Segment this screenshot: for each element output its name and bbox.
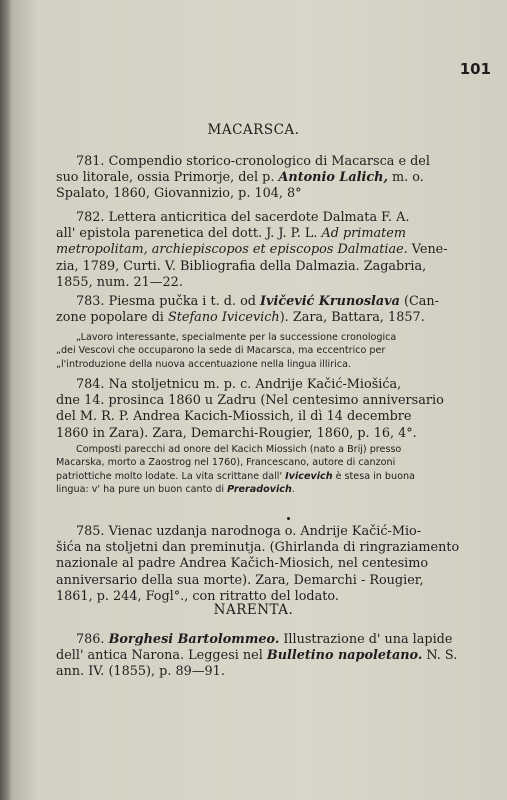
note-text: patriottiche molto lodate. La vita scrittane dall': [56, 470, 286, 482]
entry-text: ann. IV. (1855), p. 89—91.: [56, 664, 225, 680]
entry-text: del M. R. P. Andrea Kacich-Miossich, il dì 14 decembre: [56, 409, 412, 425]
entry-text: 1855, num. 21—22.: [56, 274, 183, 290]
entry-text: Piesma pučka i t. d. od: [108, 294, 261, 309]
entry-784: [56, 377, 493, 442]
entry-number: 782.: [76, 210, 105, 225]
entry-783: [56, 294, 493, 326]
work-title: Ad primatem: [321, 226, 406, 242]
entry-number: 781.: [76, 154, 105, 169]
entry-text: Vene-: [407, 242, 448, 258]
entry-text: m. o.: [387, 170, 424, 186]
entry-text: N. S.: [422, 648, 458, 664]
entry-number: 783.: [76, 294, 105, 309]
entry-781: [56, 154, 493, 203]
author-name: Ivicevich: [285, 470, 333, 482]
note-text: „dei Vescovi che occuparono la sede di Macarsca, ma eccentrico per: [56, 345, 386, 357]
entry-text: (Can-: [399, 294, 439, 309]
note-text: lingua: v' ha pure un buon canto di: [56, 484, 228, 496]
entry-text: anniversario della sua morte). Zara, Demarchi - Rougier,: [56, 572, 424, 588]
entry-number: 786.: [76, 632, 105, 647]
entry-text: dell' antica Narona. Leggesi nel: [56, 648, 267, 664]
author-name: Borghesi Bartolommeo.: [108, 632, 280, 647]
entry-text: dne 14. prosinca 1860 u Zadru (Nel centesimo anniversario: [56, 393, 444, 409]
entry-text: zia, 1789, Curti. V. Bibliografia della Dalmazia. Zagabria,: [56, 258, 427, 274]
note-784: [56, 443, 493, 497]
entry-text: Lettera anticritica del sacerdote Dalmata F. A.: [108, 210, 410, 225]
entry-number: 785.: [76, 524, 105, 539]
note-text: è stesa in buona: [332, 470, 415, 482]
entry-text: nazionale al padre Andrea Kačich-Miosich, nel centesimo: [56, 556, 429, 572]
author-name: Preradovich: [227, 484, 292, 496]
print-speck: [287, 517, 290, 520]
entry-785: [56, 524, 493, 605]
section-heading-narenta: NARENTA.: [213, 602, 294, 618]
entry-text: zone popolare di: [56, 310, 168, 326]
entry-text: Vienac uzdanja narodnoga o. Andrije Kačić-Mio-: [108, 524, 422, 539]
entry-text: šića na stoljetni dan preminutja. (Ghirlanda di ringraziamento: [56, 540, 460, 556]
note-text: „Lavoro interessante, specialmente per la successione cronologica: [76, 332, 397, 343]
entry-786: [56, 632, 493, 681]
page-number: 101: [459, 60, 491, 78]
page-gutter-shadow: [0, 0, 10, 800]
entry-text: Compendio storico-cronologico di Macarsca e del: [108, 154, 430, 169]
entry-782: [56, 210, 493, 291]
note-text: „l'introduzione della nuova accentuazione nella lingua illirica.: [56, 358, 352, 370]
note-783: [56, 331, 493, 371]
entry-text: Illustrazione d' una lapide: [279, 632, 453, 647]
note-text: Macarska, morto a Zaostrog nel 1760), Francescano, autore di canzoni: [56, 457, 396, 469]
work-title: metropolitam, archiepiscopos et episcopos Dalmatiae.: [56, 242, 408, 258]
author-name: Stefano Ivicevich: [167, 310, 280, 326]
entry-text: suo litorale, ossia Primorje, del p.: [56, 170, 279, 186]
note-text: Composti parecchi ad onore del Kacich Miossich (nato a Brij) presso: [76, 444, 402, 455]
work-title: Bulletino napoletano.: [266, 648, 423, 664]
author-name: Ivičević Krunoslava: [260, 294, 400, 309]
entry-text: 1861, p. 244, Fogl°., con ritratto del lodato.: [56, 588, 339, 604]
entry-number: 784.: [76, 377, 105, 392]
author-name: Antonio Lalich,: [278, 170, 388, 186]
entry-text: Na stoljetnicu m. p. c. Andrije Kačić-Miošića,: [108, 377, 402, 392]
note-text: .: [291, 484, 295, 496]
entry-text: Spalato, 1860, Giovannizio, p. 104, 8°: [56, 186, 302, 202]
entry-text: all' epistola parenetica del dott. J. J. P. L.: [56, 226, 322, 242]
entry-text: 1860 in Zara). Zara, Demarchi-Rougier, 1860, p. 16, 4°.: [56, 425, 417, 441]
section-heading-macarsca: MACARSCA.: [207, 122, 300, 138]
entry-text: ). Zara, Battara, 1857.: [279, 310, 425, 326]
